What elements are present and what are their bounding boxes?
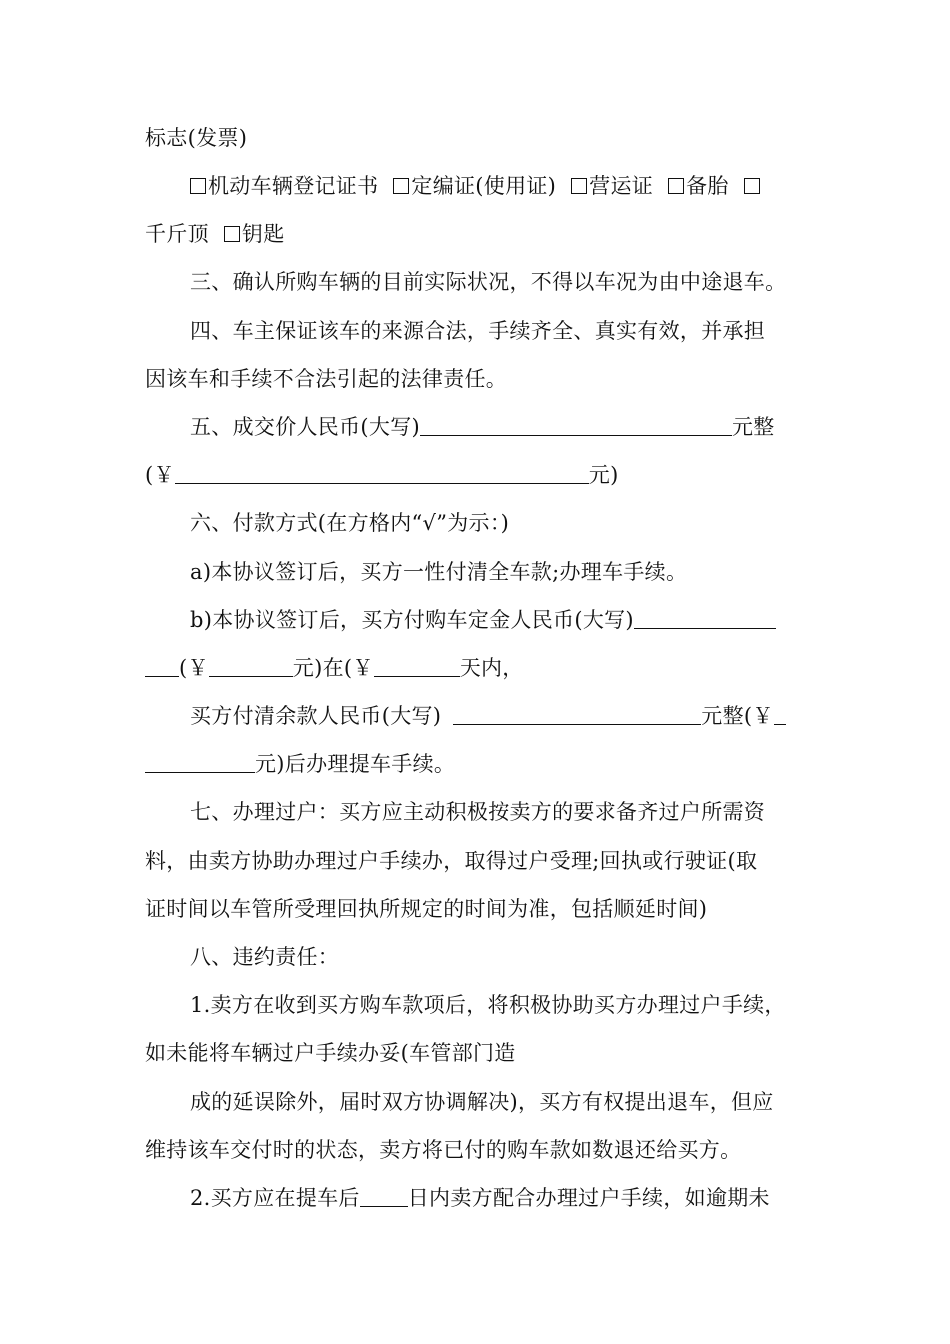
clause-8-2 xyxy=(190,1184,770,1212)
checkbox-icon[interactable] xyxy=(224,226,240,242)
balance-cont-text: 元)后办理提车手续。 xyxy=(255,752,456,776)
clause-8-1-cont xyxy=(145,1039,516,1067)
balance-uppercase-blank[interactable] xyxy=(453,702,701,725)
clause-6-a xyxy=(190,558,687,586)
clause-8-1-cont-2-text: 成的延误除外，届时双方协调解决)，买方有权提出退车，但应 xyxy=(190,1090,774,1114)
clause-5-unit: 元整 xyxy=(732,415,775,439)
clause-5-amount xyxy=(145,461,619,489)
checkbox-icon[interactable] xyxy=(744,178,760,194)
clause-7-cont-2 xyxy=(145,895,707,923)
days-blank[interactable] xyxy=(374,654,460,677)
clause-6-b xyxy=(190,606,776,634)
balance-line-cont xyxy=(145,750,455,778)
text-line-invoice xyxy=(145,124,247,152)
clause-7 xyxy=(190,798,765,826)
transfer-days-blank[interactable] xyxy=(360,1184,408,1207)
checkbox-icon[interactable] xyxy=(571,178,587,194)
currency-close: 元) xyxy=(588,463,619,487)
clause-4-cont xyxy=(145,365,507,393)
checkbox-icon[interactable] xyxy=(393,178,409,194)
checklist-line-2 xyxy=(145,220,285,248)
clause-5 xyxy=(190,413,775,441)
clause-7-text: 七、办理过户：买方应主动积极按卖方的要求备齐过户所需资 xyxy=(190,800,766,824)
days-text: 天内， xyxy=(459,656,524,680)
clause-8-1-cont-2 xyxy=(190,1088,774,1116)
clause-6-b-text: b)本协议签订后，买方付购车定金人民币(大写) xyxy=(190,608,634,632)
clause-8 xyxy=(190,943,339,971)
checklist-item-key: 钥匙 xyxy=(241,222,285,246)
clause-3-text: 三、确认所购车辆的目前实际状况，不得以车况为由中途退车。 xyxy=(190,270,787,294)
currency-open: (￥ xyxy=(179,656,209,680)
balance-text: 买方付清余款人民币(大写) xyxy=(190,704,442,728)
balance-number-blank[interactable] xyxy=(774,702,786,725)
clause-6-text: 六、付款方式(在方格内“√”为示：) xyxy=(190,511,510,535)
clause-8-1 xyxy=(190,991,786,1019)
balance-unit: 元整(￥ xyxy=(701,704,774,728)
price-uppercase-blank[interactable] xyxy=(420,413,732,436)
clause-5-text: 五、成交价人民币(大写) xyxy=(190,415,420,439)
checklist-item-jack: 千斤顶 xyxy=(145,222,209,246)
checkbox-icon[interactable] xyxy=(668,178,684,194)
deposit-number-blank[interactable] xyxy=(209,654,293,677)
checklist-item-spare-tire: 备胎 xyxy=(686,174,729,198)
checklist-item-certificate: 定编证(使用证) xyxy=(411,174,557,198)
balance-number-blank-cont[interactable] xyxy=(145,750,255,773)
clause-4 xyxy=(190,317,765,345)
clause-8-1-cont-3 xyxy=(145,1136,741,1164)
clause-7-cont-1-text: 料，由卖方协助办理过户手续办，取得过户受理;回执或行驶证(取 xyxy=(145,849,758,873)
checkbox-icon[interactable] xyxy=(190,178,206,194)
clause-8-2-cont: 日内卖方配合办理过户手续，如逾期未 xyxy=(407,1186,770,1210)
clause-3 xyxy=(190,268,786,296)
clause-8-1-text: 1.卖方在收到买方购车款项后，将积极协助买方办理过户手续， xyxy=(190,993,786,1017)
clause-7-cont-2-text: 证时间以车管所受理回执所规定的时间为准，包括顺延时间) xyxy=(145,897,708,921)
deposit-uppercase-blank-cont[interactable] xyxy=(145,654,179,677)
clause-4-text: 四、车主保证该车的来源合法，手续齐全、真实有效，并承担 xyxy=(190,319,766,343)
currency-open: (￥ xyxy=(145,463,175,487)
clause-8-1-cont-3-text: 维持该车交付时的状态，卖方将已付的购车款如数退还给买方。 xyxy=(145,1138,742,1162)
invoice-text: 标志(发票) xyxy=(145,126,248,150)
checklist-item-registration: 机动车辆登记证书 xyxy=(208,174,379,198)
price-number-blank[interactable] xyxy=(175,461,589,484)
clause-8-1-cont-text: 如未能将车辆过户手续办妥(车管部门造 xyxy=(145,1041,516,1065)
clause-7-cont-1 xyxy=(145,847,757,875)
checklist-item-operation-permit: 营运证 xyxy=(589,174,654,198)
clause-8-2-text: 2.买方应在提车后 xyxy=(190,1186,360,1210)
deposit-unit: 元)在(￥ xyxy=(292,656,374,680)
clause-6 xyxy=(190,509,509,537)
clause-6-b-cont xyxy=(145,654,524,682)
deposit-uppercase-blank[interactable] xyxy=(634,606,776,629)
clause-6-a-text: a)本协议签订后，买方一性付清全车款;办理车手续。 xyxy=(190,560,688,584)
clause-8-heading: 八、违约责任： xyxy=(190,945,340,969)
balance-line xyxy=(190,702,786,730)
clause-4-cont-text: 因该车和手续不合法引起的法律责任。 xyxy=(145,367,508,391)
checklist-line-1 xyxy=(190,172,762,200)
